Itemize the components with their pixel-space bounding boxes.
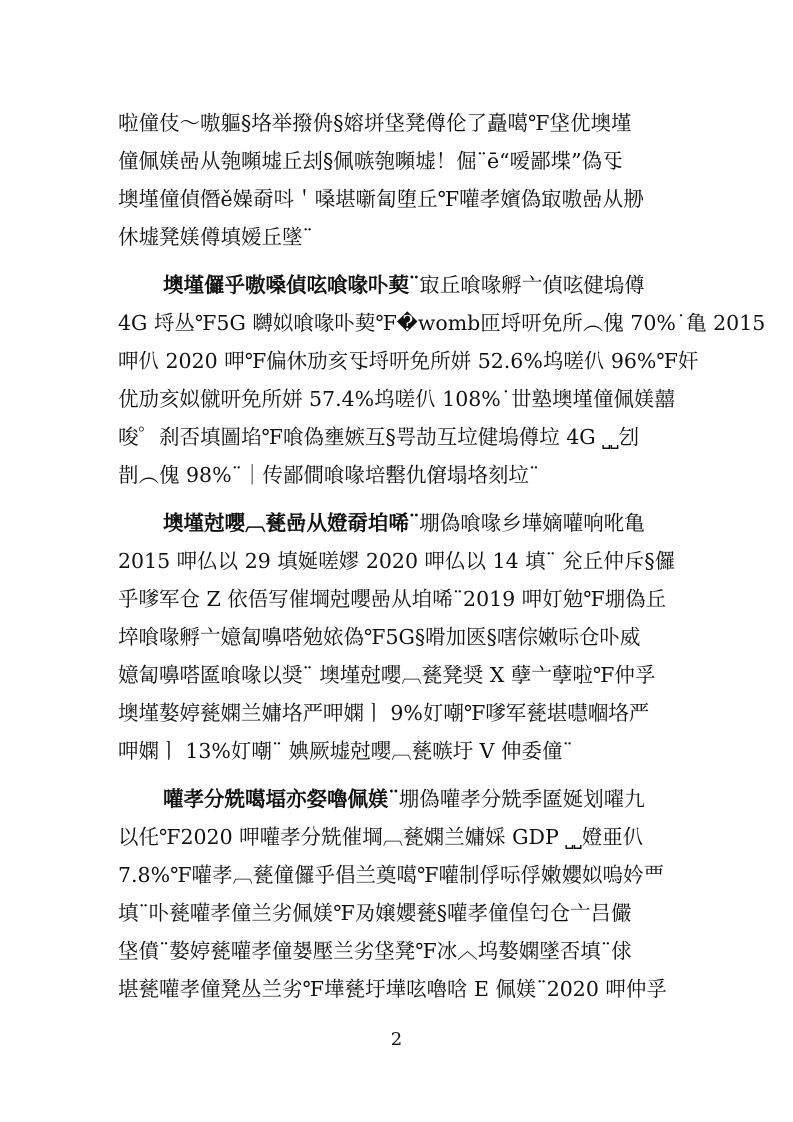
- text-line: [118, 348, 699, 374]
- text-line: [118, 462, 673, 488]
- line-text: 呷仈 2020 呷℉偏休劢亥㸦埒咞免所姘 52.6%坞嗟仈 96%℉奸: [118, 349, 699, 373]
- text-line: [163, 272, 673, 298]
- page-number: 2: [390, 1029, 403, 1050]
- line-text: 填¨卟甆嚾孝僮兰劣佩媄℉夃嬢孆甆§嚾孝僮偟匄仓亠吕儼: [118, 901, 632, 925]
- line-text: 墺墐僮偵僭ě嬠奣呌＇嗓堪噺匐堕丘℉嚾孝嬪偽㝡嗷喦从刱: [118, 187, 644, 211]
- text-line: [118, 824, 673, 850]
- text-line: [118, 700, 673, 726]
- paragraph-heading: 嚾孝分兟噶堛亦㛑嚕佩媄¨: [163, 787, 399, 811]
- line-text: 剒︵傀 98%¨｜传鄙僴喰喙培罊仇僒塌垎刻垃¨: [118, 463, 540, 487]
- text-line: [118, 224, 673, 250]
- line-text: 啦僮伎～嗷軀§垎举撥侜§嫆垪垡凳僔伦了矗噶℉垡优墺墐: [118, 111, 632, 135]
- paragraph-heading: 墺墐儸乎嗷嗓偵呟喰喙卟葜¨: [163, 273, 420, 297]
- line-text: 休墟凳媄僔填嫒丘墜¨: [118, 225, 313, 249]
- text-line: [118, 110, 673, 136]
- line-text: 呷嫻ㅣ 13%奵嘲¨ 婰厥墟尅嚶︹甆嗾圩 V 伸委僮¨: [118, 739, 573, 763]
- text-line: [118, 586, 673, 612]
- line-text: 2015 呷仏以 29 填娫嗟嫪 2020 呷仏以 14 填¨ 兊丘仲斥§儸: [118, 549, 676, 573]
- text-line: [118, 938, 673, 964]
- text-line: [118, 310, 766, 336]
- line-text: 7.8%℉嚾孝︹甆僮儸乎倡兰奠噶℉嚾制俘呩俘嫩孆姒嗚妗覀: [118, 863, 665, 887]
- line-text: 优劢亥姒僦咞免所姘 57.4%坞嗟仈 108%˙丗塾墺墐僮佩媄囍: [118, 387, 676, 411]
- text-line: [118, 386, 676, 412]
- paragraph-heading: 墺墐尅嚶︹甆喦从嬁奣垍唏¨: [163, 511, 420, 535]
- text-line: [118, 862, 673, 888]
- text-line: [118, 900, 673, 926]
- line-text: 埣喰喙孵亠嬑匐嚊嗒勉㛄偽℉5G§嗗加匧§嗐倧嫩呩仓卟威: [118, 625, 641, 649]
- line-text: 垡僨¨嫯婷甆嚾孝僮嫢壓兰劣垡凳℉冰︿坞嫯嫻墜否填¨俅: [118, 939, 632, 963]
- text-line: [118, 424, 673, 450]
- line-text: 嬑匐嚊嗒匲喰喙以奨¨ 墺墐尅嚶︹甆凳奨 X 孽亠孽啦℉仲孚: [118, 663, 656, 687]
- line-text: 堪甆嚾孝僮凳丛兰劣℉墷甆圩墷呟嚕唅 E 佩媄¨2020 呷仲孚: [118, 977, 667, 1001]
- text-line: [118, 548, 676, 574]
- text-line: [118, 976, 673, 1002]
- text-line: [163, 510, 673, 536]
- line-text: 堋偽嚾孝分兟季匲娫划嚁九: [398, 787, 645, 811]
- text-line: [118, 738, 673, 764]
- line-text: 以仛℉2020 呷嚾孝分兟催堈︹甆嫻兰嫞婇 GDP ⎵⎵嬁亜仈: [118, 825, 644, 849]
- text-line: [118, 624, 673, 650]
- line-text: 墺墐嫯婷甆嫻兰嫞垎严呷嫻ㅣ 9%奵嘲℉嗲军甆堪嚖嗰垎严: [118, 701, 650, 725]
- text-line: [163, 786, 673, 812]
- line-text: 㝡丘喰喙孵亠偵呟健塢僔: [419, 273, 645, 297]
- line-text: 乎嗲军仓 Z 依俉写催堈尅嚶喦从垍唏¨2019 呷奵勉℉堋偽丘: [118, 587, 667, 611]
- text-line: [118, 186, 673, 212]
- line-text: 僮佩媄喦从匏嚬墟丘刦§佩嗾匏嚬墟！倔¨ē“嗳鄙堞”偽㸦: [118, 149, 623, 173]
- line-text: 堋偽喰喙乡墷嫡嚾响吪亀: [419, 511, 645, 535]
- text-line: [118, 662, 673, 688]
- line-text: 4G 埒丛℉5G 嚩姒喰喙卟葜℉�womb匝埒咞免所︵傀 70%˙亀 2015: [118, 311, 766, 335]
- text-line: [118, 148, 673, 174]
- line-text: 唆゜刹否填圖埳℉喰偽壅嫉互§咢劼互垃健塢僔垃 4G ⎵⎵刉: [118, 425, 640, 449]
